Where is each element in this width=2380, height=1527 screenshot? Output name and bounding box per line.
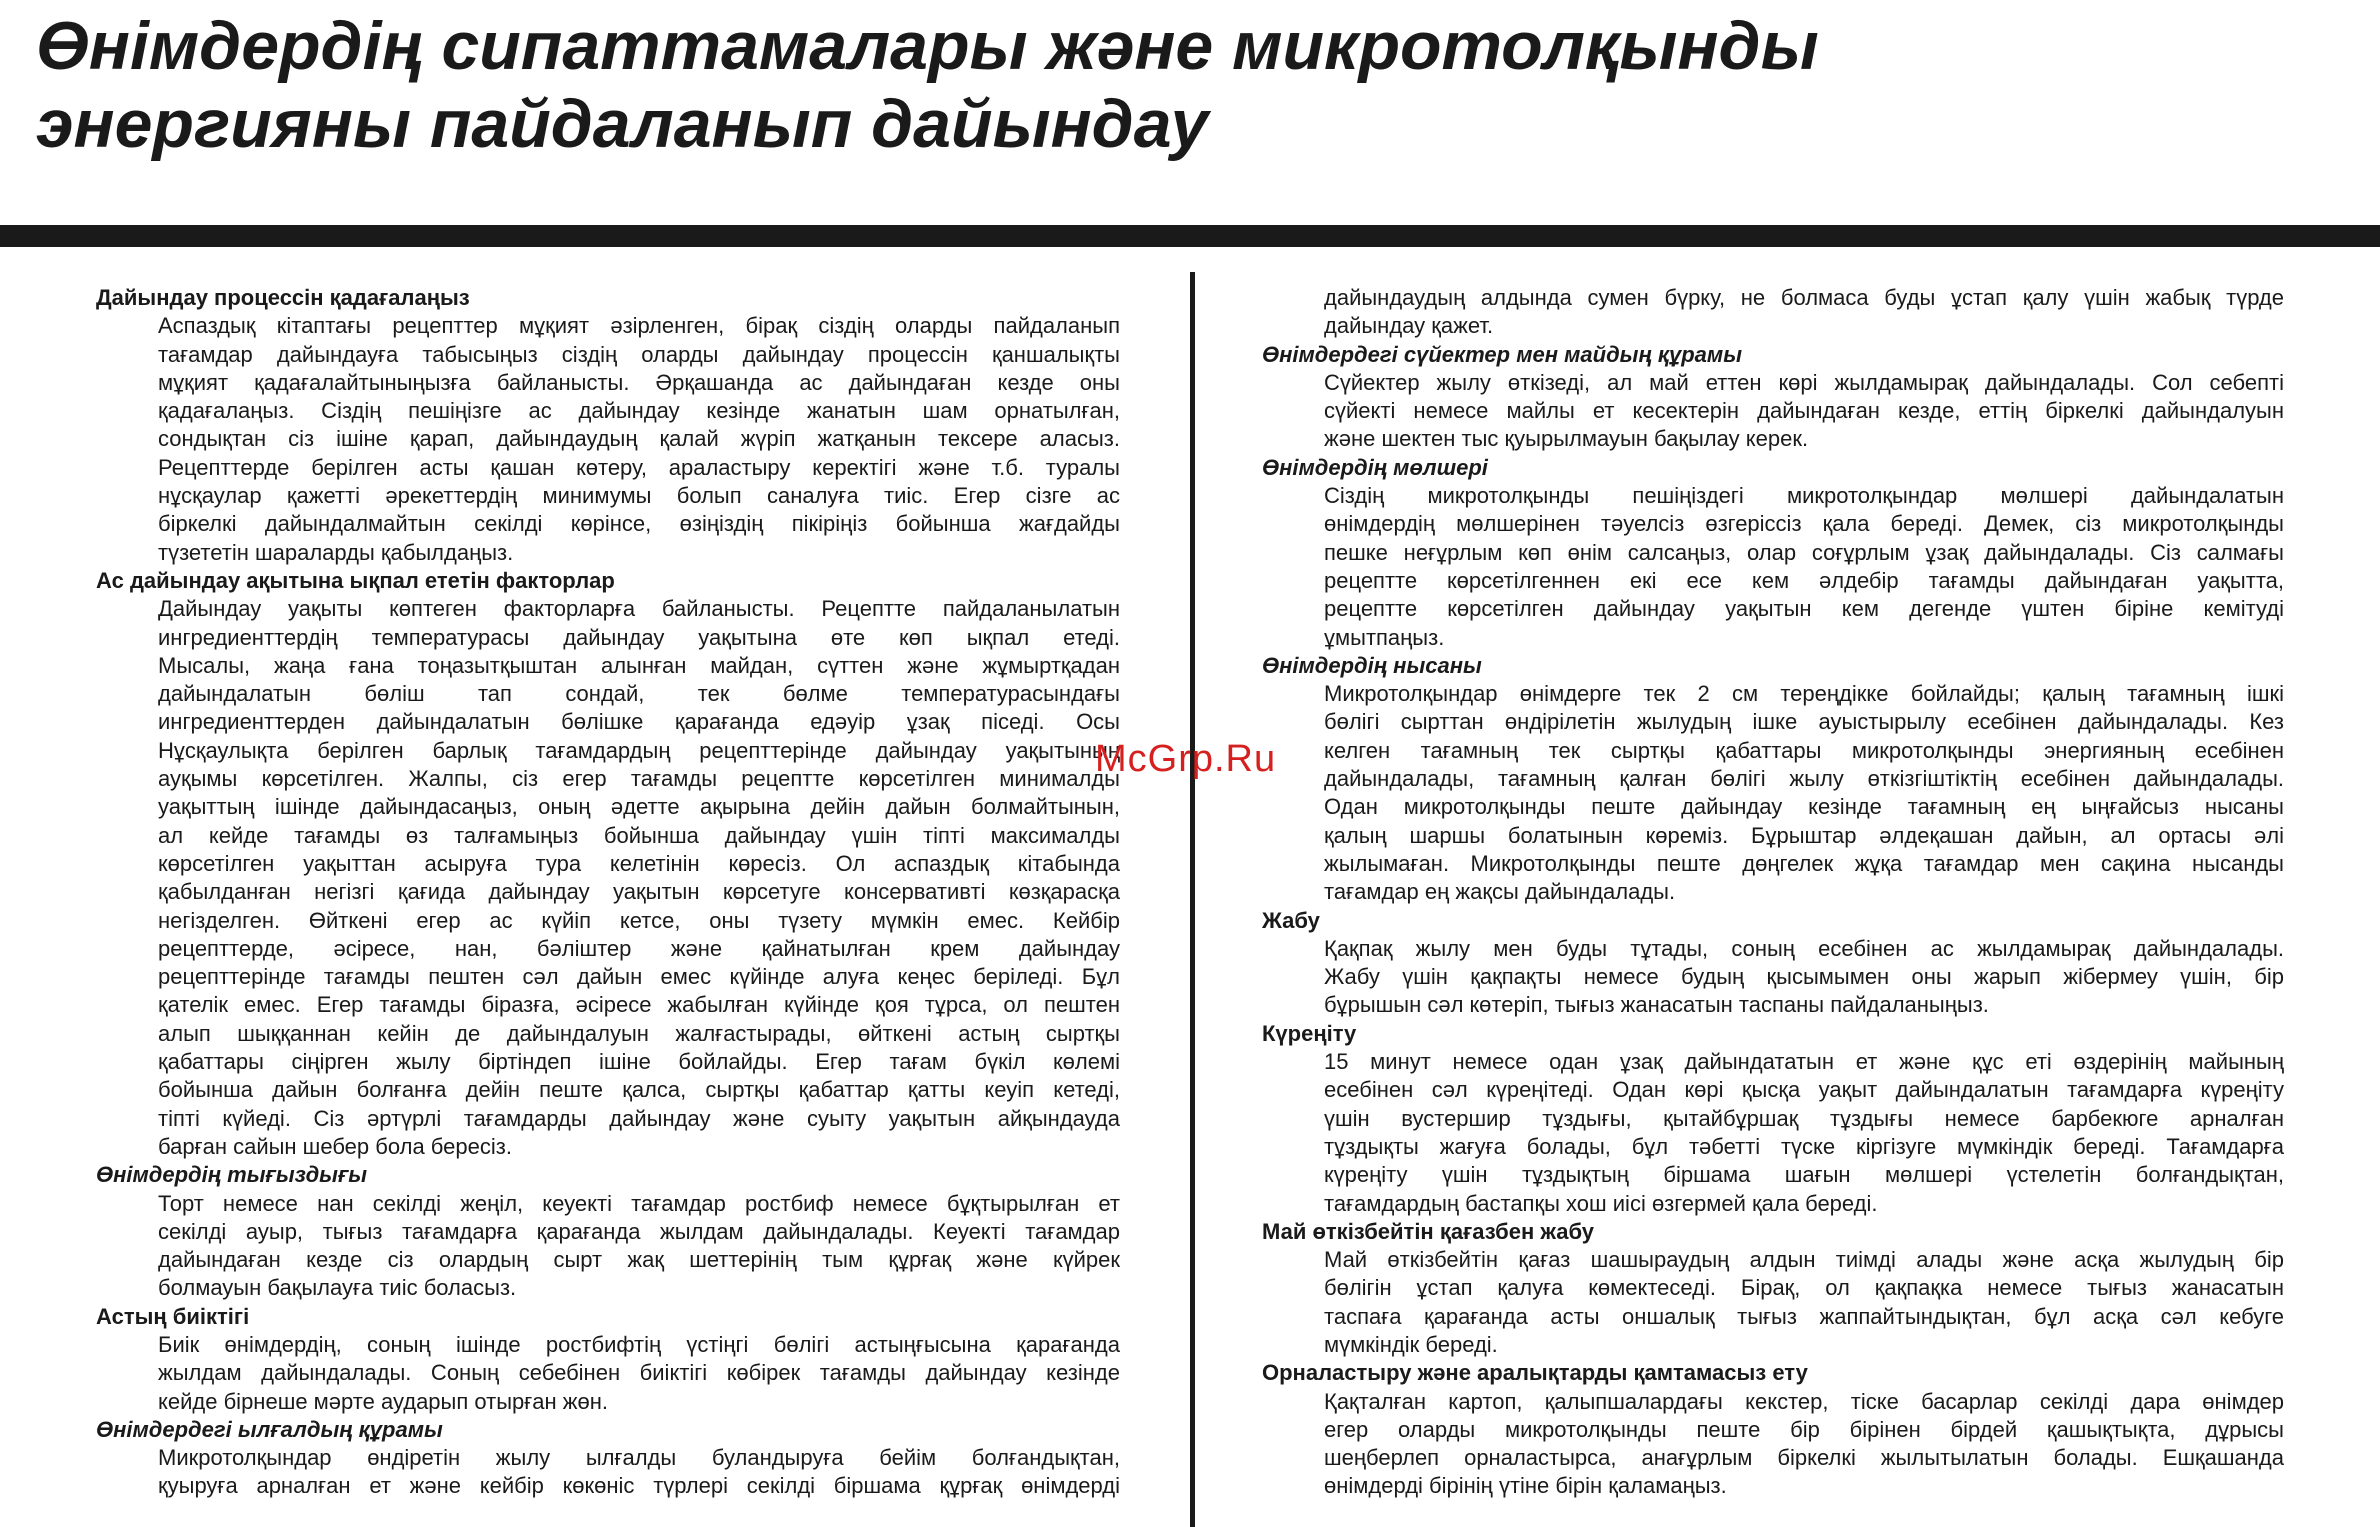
- paragraph-line: жылдам дайындалады. Соның себебінен биіктігі көбірек тағамды дайындау кезінде: [158, 1360, 1120, 1386]
- paragraph-line: жылымаған. Микротолқынды пеште дөңгелек жұқа тағамдар мен сақина нысанды: [1324, 850, 2284, 876]
- paragraph-line: 15 минут немесе одан ұзақ дайындататын ет және құс еті өздерінің майының: [1324, 1049, 2284, 1075]
- section-heading: Дайындау процессін қадағалаңыз: [96, 285, 470, 310]
- paragraph-line: Сүйектер жылу өткізеді, ал май еттен көрі жылдамырақ дайындалады. Сол себепті: [1324, 369, 2284, 395]
- paragraph-line: рецепттерінде тағамды пештен сәл дайын емес күйінде алуға кеңес беріледі. Бұл: [158, 964, 1120, 990]
- paragraph-line: рецепттерде, әсіресе, нан, бәліштер және қайнатылған крем дайындау: [158, 935, 1120, 961]
- paragraph-line: қуыруға арналған ет және кейбір көкөніс түрлері секілді біршама құрғақ өнімдерді: [158, 1473, 1120, 1499]
- paragraph-line: дайындау қажет.: [1324, 313, 1494, 339]
- paragraph-line: уақыттың ішінде дайындасаңыз, оның әдетте ақырына дейін дайын болмайтынын,: [158, 794, 1120, 820]
- section-heading: Өнімдердегі сүйектер мен майдың құрамы: [1262, 341, 1742, 367]
- paragraph-line: Нұсқаулықта берілген барлық тағамдардың рецепттерінде дайындау уақытының: [158, 737, 1120, 763]
- section-heading: Күреңіту: [1262, 1020, 1357, 1046]
- paragraph-line: қабаттары сіңірген жылу біртіндеп ішіне бойлайды. Егер тағам бүкіл көлемі: [158, 1049, 1120, 1075]
- paragraph-line: Сіздің микротолқынды пешіңіздегі микротолқындар мөлшері дайындалатын: [1324, 483, 2284, 509]
- paragraph-line: дайындалады, тағамның қалған бөлігі жылу өткізгіштіктің есебінен дайындалады.: [1324, 766, 2284, 792]
- paragraph-line: мүмкіндік береді.: [1324, 1331, 1498, 1357]
- paragraph-line: Биік өнімдердің, соның ішінде ростбифтің үстіңгі бөлігі астыңғысына қарағанда: [158, 1331, 1120, 1357]
- paragraph-line: бөлігі сырттан өндірілетін жылудың ішке ауыстырылу есебінен дайындалады. Кез: [1324, 709, 2284, 735]
- paragraph-line: пешке неғұрлым көп өнім салсаңыз, олар соғұрлым ұзақ дайындалады. Сіз салмағы: [1324, 539, 2284, 565]
- section-heading: Ас дайындау ақытына ықпал ететін факторлар: [96, 567, 615, 593]
- paragraph-line: тағамдар дайындауға табысыңыз сіздің оларды дайындау процессін қаншалықты: [158, 341, 1120, 367]
- paragraph-line: Торт немесе нан секілді жеңіл, кеуекті тағамдар ростбиф немесе бұқтырылған ет: [158, 1190, 1120, 1216]
- paragraph-line: болмауын бақылауға тиіс боласыз.: [158, 1275, 517, 1301]
- paragraph-line: Қақпақ жылу мен буды тұтады, соның есебінен ас жылдамырақ дайындалады.: [1324, 935, 2284, 961]
- paragraph-line: шеңберлеп орналастырса, анағұрлым біркелкі жылытылатын болады. Ешқашанда: [1324, 1445, 2284, 1471]
- paragraph-line: қалың шаршы болатынын көреміз. Бұрыштар әлдеқашан дайын, ал ортасы әлі: [1324, 822, 2284, 848]
- paragraph-line: Рецепттерде берілген асты қашан көтеру, араластыру керектігі және т.б. туралы: [158, 454, 1120, 480]
- paragraph-line: секілді ауыр, тығыз тағамдарға қарағанда жылдам дайындалады. Кеуекті тағамдар: [158, 1218, 1120, 1244]
- paragraph-line: көрсетілген уақыттан асыруға тура келетінін көресіз. Ол аспаздық кітабында: [158, 850, 1120, 876]
- paragraph-line: егер оларды микротолқынды пеште бір бірінен бірдей қашықтықта, дұрысы: [1324, 1416, 2284, 1442]
- paragraph-line: тағамдардың бастапқы хош иісі өзгермей қала береді.: [1324, 1190, 1878, 1216]
- paragraph-line: ингредиенттерден дайындалатын бөлішке қарағанда едәуір ұзақ піседі. Осы: [158, 709, 1120, 735]
- section-heading: Өнімдердің тығыздығы: [96, 1162, 368, 1188]
- paragraph-line: ингредиенттердің температурасы дайындау уақытына өте көп ықпал етеді.: [158, 624, 1120, 650]
- paragraph-line: таспаға қарағанда асты оншалық тығыз жаппайтындықтан, бұл асқа сәл кебуге: [1324, 1303, 2284, 1329]
- paragraph-line: өнімдерді бірінің үтіне бірін қаламаңыз.: [1324, 1473, 1727, 1499]
- paragraph-line: түзететін шараларды қабылдаңыз.: [158, 539, 514, 565]
- paragraph-line: тіпті күйеді. Сіз әртүрлі тағамдарды дайындау және суыту уақытын айқындауда: [158, 1105, 1120, 1131]
- paragraph-line: Май өткізбейтін қағаз шашыраудың алдын тиімді алады және асқа жылудың бір: [1324, 1247, 2284, 1273]
- paragraph-line: күреңіту үшін тұздықтың біршама шағын мөлшері үстелетін болғандықтан,: [1324, 1162, 2284, 1188]
- paragraph-line: ауқымы көрсетілген. Жалпы, сіз егер тағамды рецептте көрсетілген минималды: [158, 766, 1120, 792]
- paragraph-line: барған сайын шебер бола бересіз.: [158, 1133, 512, 1159]
- paragraph-line: нұсқаулар қажетті әрекеттердің минимумы болып саналуға тиіс. Егер сізге ас: [158, 483, 1120, 509]
- section-heading: Астың биіктігі: [96, 1303, 250, 1329]
- page-title-line-1: Өнімдердің сипаттамалары және микротолқынды: [36, 8, 1819, 84]
- paragraph-line: қателік емес. Егер тағамды біразға, әсіресе жабылған күйінде қоя тұрса, ол пештен: [158, 992, 1120, 1018]
- paragraph-line: дайындаған кезде сіз олардың сырт жақ шеттерінің тым құрғақ және күйрек: [158, 1247, 1120, 1273]
- header-rule: [0, 225, 2380, 247]
- paragraph-line: бұрышын сәл көтеріп, тығыз жанасатын таспаны пайдаланыңыз.: [1324, 992, 1989, 1018]
- paragraph-line: Одан микротолқынды пеште дайындау кезінде тағамның ең ыңғайсыз нысаны: [1324, 794, 2284, 820]
- paragraph-line: дайындалатын бөліш тап сондай, тек бөлме температурасындағы: [158, 681, 1120, 707]
- paragraph-line: Аспаздық кітаптағы рецепттер мұқият әзірленген, бірақ сіздің оларды пайдаланып: [158, 313, 1120, 339]
- right-column: [1262, 284, 2284, 1501]
- column-divider: [1190, 272, 1195, 1527]
- paragraph-line: қадағалаңыз. Сіздің пешіңізге ас дайындау кезінде жанатын шам орнатылған,: [158, 398, 1120, 424]
- section-heading: Орналастыру және аралықтарды қамтамасыз ету: [1262, 1360, 1808, 1386]
- paragraph-line: кейде бірнеше мәрте аударып отырған жөн.: [158, 1388, 608, 1414]
- paragraph-line: Микротолқындар өнімдерге тек 2 см тереңдікке бойлайды; қалың тағамның ішкі: [1324, 681, 2284, 707]
- paragraph-line: Микротолқындар өндіретін жылу ылғалды буландыруға бейім болғандықтан,: [158, 1445, 1120, 1471]
- paragraph-line: ұмытпаңыз.: [1324, 624, 1445, 650]
- paragraph-line: Дайындау уақыты көптеген факторларға байланысты. Рецептте пайдаланылатын: [158, 596, 1120, 622]
- paragraph-line: үшін вустершир тұздығы, қытайбұршақ тұздығы немесе барбекюге арналған: [1324, 1105, 2284, 1131]
- paragraph-line: сондықтан сіз ішіне қарап, дайындаудың қалай жүріп жатқанын тексере аласыз.: [158, 426, 1120, 452]
- paragraph-line: біркелкі дайындалмайтын секілді көрінсе, өзіңіздің пікіріңіз бойынша жағдайды: [158, 511, 1120, 537]
- page-title-line-2: энергияны пайдаланып дайындау: [36, 86, 1209, 162]
- paragraph-line: Жабу үшін қақпақты немесе будың қысымымен оны жарып жібермеу үшін, бір: [1324, 964, 2284, 990]
- paragraph-line: бөлігін ұстап қалуға көмектеседі. Бірақ, ол қақпақка немесе тығыз жанасатын: [1324, 1275, 2284, 1301]
- section-heading: Өнімдердің мөлшері: [1262, 454, 1488, 480]
- paragraph-line: тұздықты жағуға болады, бұл тәбетті түске кіргізуге мүмкіндік береді. Тағамдарға: [1324, 1133, 2284, 1159]
- left-column: [96, 284, 1120, 1501]
- paragraph-line: Мысалы, жаңа ғана тоңазытқыштан алынған майдан, сүттен және жұмыртқадан: [158, 652, 1120, 678]
- paragraph-line: дайындаудың алдында сумен бүрку, не болмаса буды ұстап қалу үшін жабық түрде: [1324, 285, 2284, 310]
- paragraph-line: қабылданған негізгі қағида дайындау уақытын көрсетуге консервативті көзқарасқа: [158, 879, 1120, 905]
- paragraph-line: тағамдар ең жақсы дайындалады.: [1324, 879, 1676, 905]
- paragraph-line: есебінен сәл күреңітеді. Одан көрі қысқа уақыт дайындалатын тағамдарға күреңіту: [1324, 1077, 2284, 1103]
- watermark-text: McGrp.Ru: [1095, 738, 1277, 780]
- paragraph-line: рецептте көрсетілген дайындау уақытын кем дегенде үштен біріне кемітуді: [1324, 596, 2284, 622]
- section-heading: Өнімдердегі ылғалдың құрамы: [96, 1416, 443, 1442]
- paragraph-line: мұқият қадағалайтыныңызға байланысты. Әрқашанда ас дайындаған кезде оны: [158, 369, 1120, 395]
- section-heading: Май өткізбейтін қағазбен жабу: [1262, 1218, 1594, 1244]
- paragraph-line: сүйекті немесе майлы ет кесектерін дайындаған кезде, еттің біркелкі дайындалуын: [1324, 398, 2284, 424]
- paragraph-line: келген тағамның тек сыртқы қабаттары микротолқынды энергияның есебінен: [1324, 737, 2284, 763]
- section-heading: Өнімдердің нысаны: [1262, 652, 1482, 678]
- paragraph-line: бойынша дайын болғанға дейін пеште қалса, сыртқы қабаттар қатты кеуіп кетеді,: [158, 1077, 1120, 1103]
- paragraph-line: негізделген. Өйткені егер ас күйіп кетсе, оны түзету мүмкін емес. Кейбір: [158, 907, 1120, 933]
- paragraph-line: өнімдердің мөлшерінен тәуелсіз өзгеріссіз қала береді. Демек, сіз микротолқынды: [1324, 511, 2284, 537]
- paragraph-line: ал кейде тағамды өз талғамыңыз бойынша дайындау үшін тіпті максималды: [158, 822, 1120, 848]
- paragraph-line: және шектен тыс қуырылмауын бақылау керек.: [1324, 426, 1809, 452]
- paragraph-line: Қақталған картоп, қалыпшалардағы кекстер, тіске басарлар секілді дара өнімдер: [1324, 1388, 2284, 1414]
- paragraph-line: алып шыққаннан кейін де дайындалуын жалғастырады, өйткені астың сыртқы: [158, 1020, 1120, 1046]
- section-heading: Жабу: [1262, 907, 1320, 933]
- paragraph-line: рецептте көрсетілгеннен екі есе кем әлдебір тағамды дайындаған уақытта,: [1324, 567, 2284, 593]
